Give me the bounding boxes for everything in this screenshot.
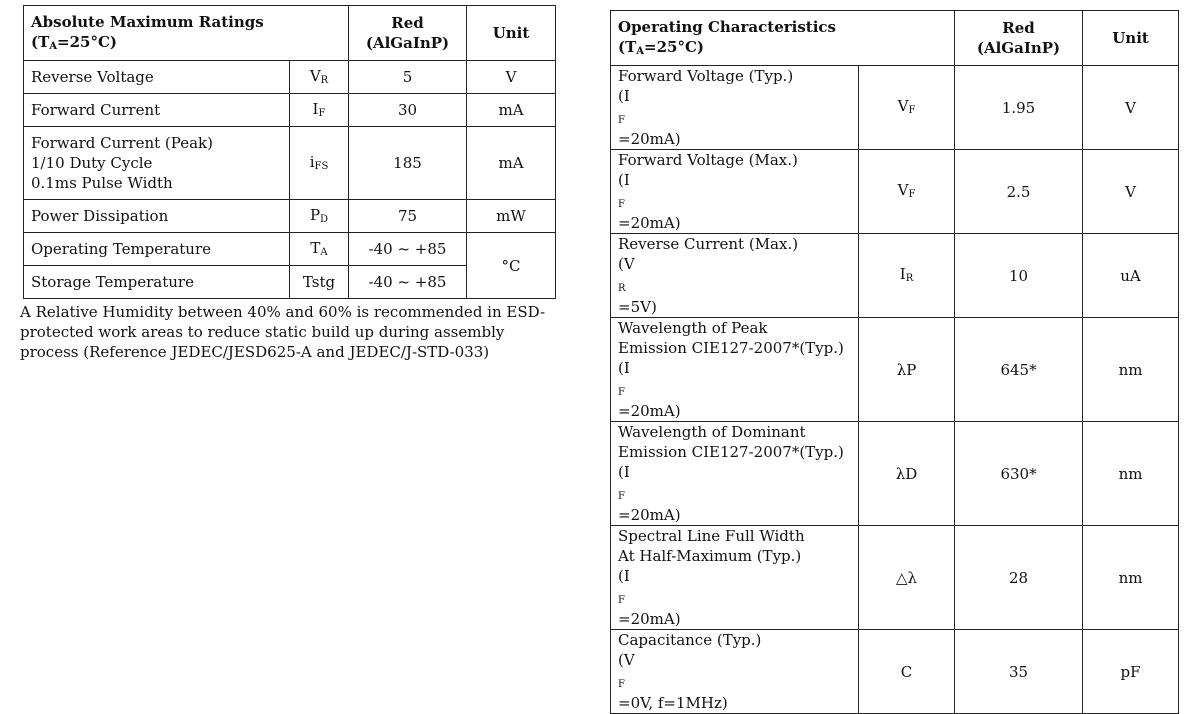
symbol-cell: △λ [859, 526, 955, 630]
param-cell: Wavelength of Peak Emission CIE127-2007*(Typ.) (I $_F$ =20mA) [611, 318, 859, 422]
param-cell: Forward Current [24, 94, 290, 127]
symbol-cell: C [859, 630, 955, 714]
value-cell: 10 [955, 234, 1083, 318]
param-cell: Forward Current (Peak) 1/10 Duty Cycle 0.1ms Pulse Width [24, 127, 290, 200]
table-row [611, 234, 1179, 318]
amr-title-cell [24, 6, 349, 61]
value-cell: 5 [349, 61, 467, 94]
value-cell: 2.5 [955, 150, 1083, 234]
param-cell: Power Dissipation [24, 200, 290, 233]
table-row [24, 61, 556, 94]
value-cell: -40 ~ +85 [349, 266, 467, 299]
symbol-cell: $i_{FS}$ [290, 127, 349, 200]
table-row [611, 526, 1179, 630]
symbol-cell: $P_D$ [290, 200, 349, 233]
amr-header-row [24, 6, 556, 61]
value-cell: -40 ~ +85 [349, 233, 467, 266]
param-cell: Wavelength of Dominant Emission CIE127-2007*(Typ.) (I $_F$ =20mA) [611, 422, 859, 526]
oc-header-row [611, 11, 1179, 66]
value-cell: 645* [955, 318, 1083, 422]
symbol-cell: $I_R$ [859, 234, 955, 318]
value-cell: 75 [349, 200, 467, 233]
amr-title: Absolute Maximum Ratings [31, 12, 264, 31]
table-row [611, 66, 1179, 150]
oc-col-red: Red (AlGaInP) [955, 11, 1083, 66]
absolute-max-ratings-table [23, 5, 556, 299]
symbol-cell: $V_F$ [859, 150, 955, 234]
unit-cell: uA [1083, 234, 1179, 318]
value-cell: 30 [349, 94, 467, 127]
table-row [24, 94, 556, 127]
amr-col-unit: Unit [467, 6, 556, 61]
table-row [24, 200, 556, 233]
table-row [24, 127, 556, 200]
symbol-cell: λP [859, 318, 955, 422]
oc-title-cell [611, 11, 955, 66]
param-cell: Storage Temperature [24, 266, 290, 299]
symbol-cell: $V_R$ [290, 61, 349, 94]
unit-cell: nm [1083, 526, 1179, 630]
unit-cell: mW [467, 200, 556, 233]
amr-condition: $(T_A=25^\circ C)$ [31, 32, 118, 52]
unit-cell: mA [467, 127, 556, 200]
param-cell: Reverse Voltage [24, 61, 290, 94]
table-row [611, 630, 1179, 714]
value-cell: 28 [955, 526, 1083, 630]
amr-col-red: Red (AlGaInP) [349, 6, 467, 61]
operating-characteristics-table [610, 10, 1179, 714]
table-row [24, 233, 556, 266]
unit-cell: nm [1083, 318, 1179, 422]
symbol-cell: Tstg [290, 266, 349, 299]
param-cell: Spectral Line Full Width At Half-Maximum (Typ.) (I $_F$ =20mA) [611, 526, 859, 630]
humidity-note: A Relative Humidity between 40% and 60% is recommended in ESD-protected work areas to reduce static build up during assembly process (Reference JEDEC/JESD625-A and JEDEC/J-STD-033) [20, 303, 546, 361]
symbol-cell: λD [859, 422, 955, 526]
unit-cell: V [1083, 150, 1179, 234]
oc-title: Operating Characteristics [618, 17, 837, 36]
param-cell: Forward Voltage (Max.) (I $_F$ =20mA) [611, 150, 859, 234]
param-cell: Reverse Current (Max.) (V $_R$ =5V) [611, 234, 859, 318]
unit-cell: V [467, 61, 556, 94]
unit-cell: mA [467, 94, 556, 127]
unit-cell: °C [467, 233, 556, 299]
table-row [611, 150, 1179, 234]
value-cell: 630* [955, 422, 1083, 526]
oc-condition: $(T_A=25^\circ C)$ [618, 37, 705, 57]
table-row [611, 318, 1179, 422]
value-cell: 35 [955, 630, 1083, 714]
oc-col-unit: Unit [1083, 11, 1179, 66]
symbol-cell: $V_F$ [859, 66, 955, 150]
value-cell: 1.95 [955, 66, 1083, 150]
param-cell: Forward Voltage (Typ.) (I $_F$ =20mA) [611, 66, 859, 150]
param-cell: Capacitance (Typ.) (V $_F$ =0V, f=1MHz) [611, 630, 859, 714]
symbol-cell: $T_A$ [290, 233, 349, 266]
unit-cell: V [1083, 66, 1179, 150]
table-row [611, 422, 1179, 526]
unit-cell: pF [1083, 630, 1179, 714]
param-cell: Operating Temperature [24, 233, 290, 266]
unit-cell: nm [1083, 422, 1179, 526]
symbol-cell: $I_F$ [290, 94, 349, 127]
value-cell: 185 [349, 127, 467, 200]
